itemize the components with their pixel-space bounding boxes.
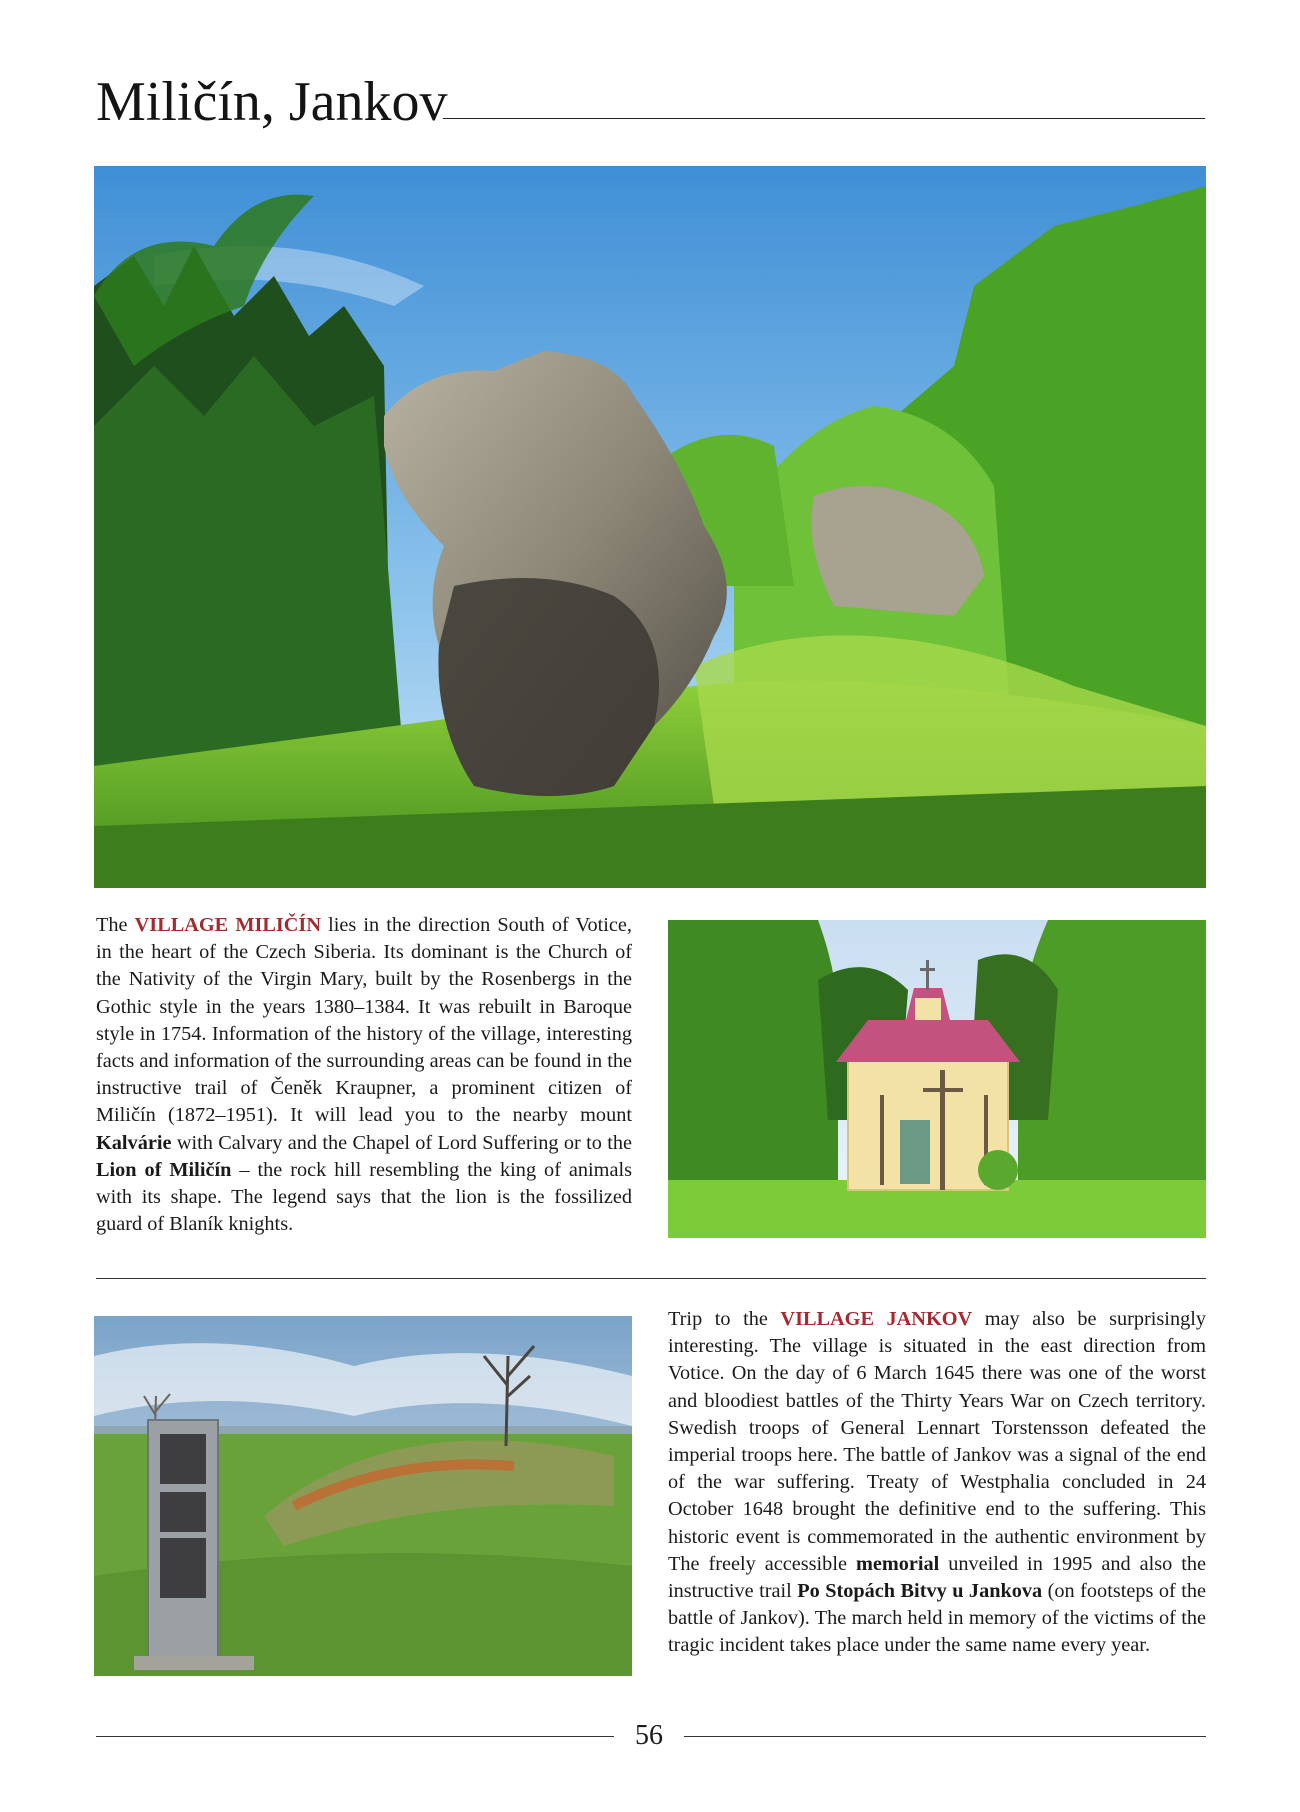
trail-name-bold: Po Stopách Bitvy u Jankova: [797, 1580, 1043, 1603]
lion-of-milicin-bold: Lion of Miličín: [96, 1158, 232, 1181]
footer-rule-left: [96, 1736, 614, 1737]
chapel-photo: [668, 920, 1206, 1238]
kalvarie-bold: Kalvárie: [96, 1131, 172, 1154]
section-divider: [96, 1278, 1206, 1279]
jankov-paragraph: Trip to the VILLAGE JANKOV may also be surprisingly interesting. The village is situated in the east direction from Votice. On the day of 6 March 1645 there was one of the worst and bloodiest battles of the Thirty Years War on Czech territory. Swedish troops of General Lennart Torstensson defeated the imperial troops here. The battle of Jankov was a signal of the end of the war suffering. Treaty of Westphalia concluded in 24 October 1648 brought the definitive end to the suffering. This historic event is commemorated in the authentic environment by The freely accessible memorial unveiled in 1995 and also the instructive trail Po Stopách Bitvy u Jankova (on footsteps of the battle of Jankov). The march held in memory of the victims of the tragic incident takes place under the same name every year.: [668, 1308, 1207, 1657]
page-title: Miličín, Jankov: [96, 71, 448, 133]
rock-formation-photo: [94, 166, 1206, 888]
jankov-memorial-photo: [94, 1316, 632, 1676]
title-rule: [443, 118, 1205, 119]
page-number: 56: [635, 1720, 663, 1751]
village-milicin-highlight: VILLAGE MILIČÍN: [134, 914, 321, 936]
village-jankov-highlight: VILLAGE JANKOV: [780, 1308, 973, 1330]
memorial-bold: memorial: [855, 1552, 940, 1575]
footer-rule-right: [684, 1736, 1206, 1737]
milicin-paragraph: The VILLAGE MILIČÍN lies in the direction South of Votice, in the heart of the Czech Siberia. Its dominant is the Church of the Nativity of the Virgin Mary, built by the Rosenbergs in the Gothic style in the years 1380–1384. It was rebuilt in Baroque style in 1754. Information of the history of the village, interesting facts and information of the surrounding areas can be found in the instructive trail of Čeněk Kraupner, a prominent citizen of Miličín (1872–1951). It will lead you to the nearby mount Kalvárie with Calvary and the Chapel of Lord Suffering or to the Lion of Miličín – the rock hill resembling the king of animals with its shape. The legend says that the lion is the fossilized guard of Blaník knights.: [96, 914, 632, 1236]
